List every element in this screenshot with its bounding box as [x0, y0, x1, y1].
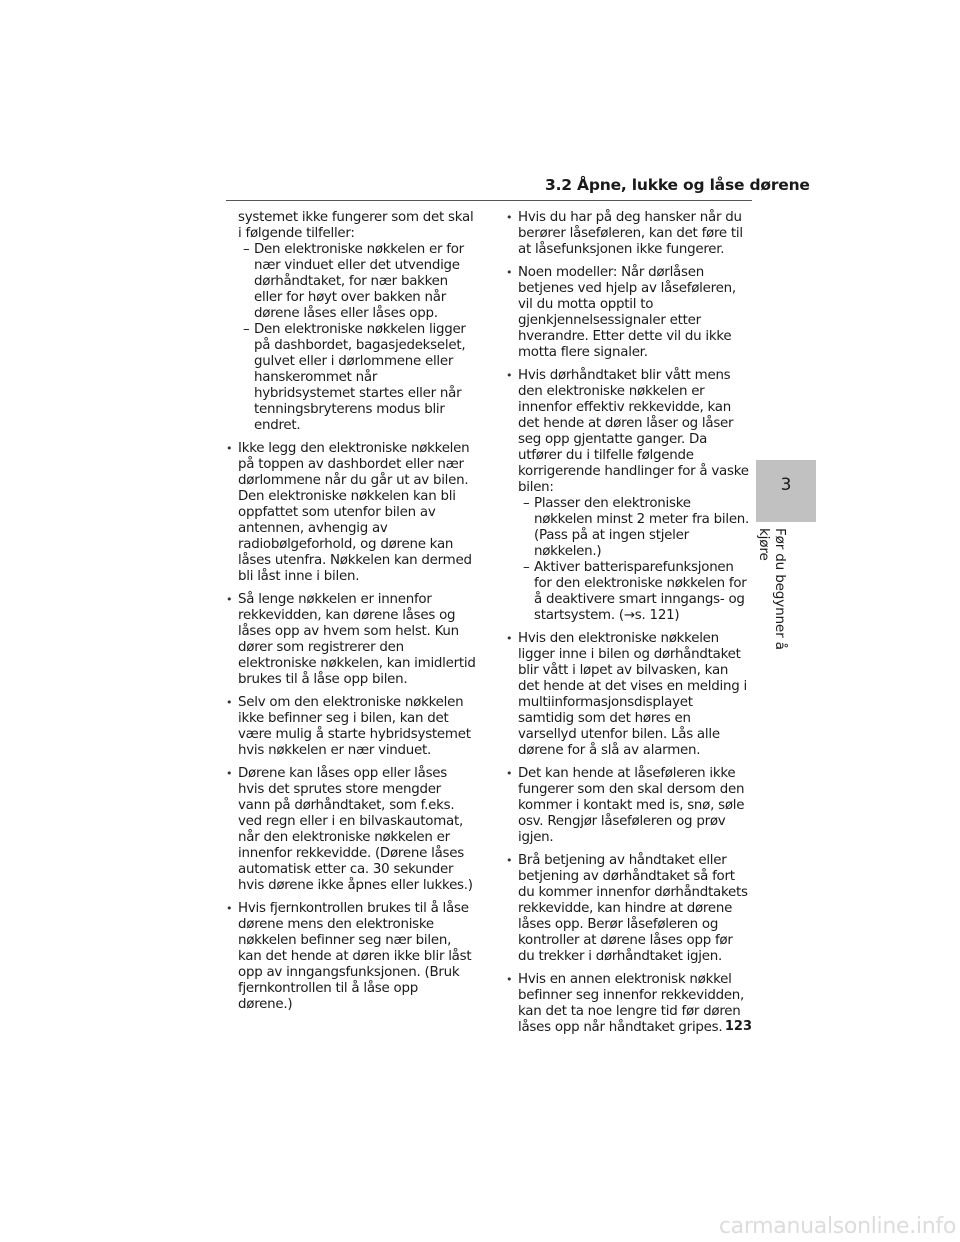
chapter-title: Før du begynner å kjøre: [756, 528, 788, 650]
bullet-item: • Dørene kan låses opp eller låses hvis det sprutes store mengder vann på dørhåndtaket, som f.eks. ved regn eller i en bilvaskautomat, når den elektroniske nøkkelen er innenfor rekkevidde. (Dørene låses automatisk etter ca. 30 sekunder hvis dørene ikke åpnes eller lukkes.): [226, 766, 476, 894]
bullet-item: • Selv om den elektroniske nøkkelen ikke befinner seg i bilen, kan det være mulig å starte hybridsystemet hvis nøkkelen er nær vinduet.: [226, 695, 476, 759]
intro-dash-list: [226, 242, 476, 434]
bullet-item: • Hvis du har på deg hansker når du berører låseføleren, kan det føre til at låsefunksjonen ikke fungerer.: [506, 210, 752, 258]
dash-item: – Aktiver batterisparefunksjonen for den elektroniske nøkkelen for å deaktivere smart inngangs- og startsystem. (→s. 121): [523, 560, 752, 624]
bullet-item-with-steps: [506, 368, 752, 624]
wash-steps-list: [518, 496, 752, 624]
watermark: carmanualsonline.info: [718, 1214, 956, 1239]
header-divider: [226, 200, 752, 201]
continued-paragraph: systemet ikke fungerer som det skal i følgende tilfeller:: [238, 210, 474, 241]
page-number: 123: [724, 1019, 752, 1034]
bullet-item: • Hvis en annen elektronisk nøkkel befinner seg innenfor rekkevidden, kan det ta noe lengre tid før døren låses opp når håndtaket gripes.: [506, 972, 752, 1036]
dash-item: – Plasser den elektroniske nøkkelen minst 2 meter fra bilen. (Pass på at ingen stjeler nøkkelen.): [523, 496, 752, 560]
bullet-item: • Så lenge nøkkelen er innenfor rekkevidden, kan dørene låses og låses opp av hvem som helst. Kun dører som registrerer den elektroniske nøkkelen, kan imidlertid brukes til å låse opp bilen.: [226, 592, 476, 688]
right-bullet-list: [506, 210, 752, 1036]
dash-item: – Den elektroniske nøkkelen er for nær vinduet eller det utvendige dørhåndtaket, for nær bakken eller for høyt over bakken når dørene låses eller låses opp.: [243, 242, 476, 322]
chapter-number: 3: [780, 475, 792, 495]
right-column: [506, 210, 752, 1043]
bullet-item: • Det kan hende at låseføleren ikke fungerer som den skal dersom den kommer i kontakt med is, snø, søle osv. Rengjør låseføleren og prøv igjen.: [506, 766, 752, 846]
section-header: 3.2 Åpne, lukke og låse dørene: [545, 176, 810, 194]
left-column: [226, 210, 476, 1020]
bullet-item: • Hvis fjernkontrollen brukes til å låse dørene mens den elektroniske nøkkelen befinner seg nær bilen, kan det hende at døren ikke blir låst opp av inngangsfunksjonen. (Bruk fjernkontrollen til å låse opp dørene.): [226, 901, 476, 1013]
bullet-item: • Noen modeller: Når dørlåsen betjenes ved hjelp av låseføleren, vil du motta opptil to gjenkjennelsessignaler etter hverandre. Etter dette vil du ikke motta flere signaler.: [506, 265, 752, 361]
bullet-item: • Hvis den elektroniske nøkkelen ligger inne i bilen og dørhåndtaket blir vått i løpet av bilvasken, kan det hende at det vises en melding i multiinformasjonsdisplayet samtidig som det høres en varsellyd utenfor bilen. Lås alle dørene for å slå av alarmen.: [506, 631, 752, 759]
dash-item: – Den elektroniske nøkkelen ligger på dashbordet, bagasjedekselet, gulvet eller i dørlommene eller hanskerommet når hybridsystemet startes eller når tenningsbryterens modus blir endret.: [243, 322, 476, 434]
bullet-text: • Hvis dørhåndtaket blir vått mens den elektroniske nøkkelen er innenfor effektiv rekkevidde, kan det hende at døren låser og låser seg opp gjentatte ganger. Da utfører du i tilfelle følgende korrigerende handlinger for å vaske bilen:: [518, 368, 749, 495]
bullet-item: • Brå betjening av håndtaket eller betjening av dørhåndtaket så fort du kommer innenfor dørhåndtakets rekkevidde, kan hindre at dørene låses opp. Berør låseføleren og kontroller at dørene låses opp før du trekker i dørhåndtaket igjen.: [506, 853, 752, 965]
bullet-item: • Ikke legg den elektroniske nøkkelen på toppen av dashbordet eller nær dørlommene når du går ut av bilen. Den elektroniske nøkkelen kan bli oppfattet som utenfor bilen av antennen, avhengig av radiobølgeforhold, og dørene kan låses utenfra. Nøkkelen kan dermed bli låst inne i bilen.: [226, 441, 476, 585]
left-bullet-list: [226, 441, 476, 1013]
